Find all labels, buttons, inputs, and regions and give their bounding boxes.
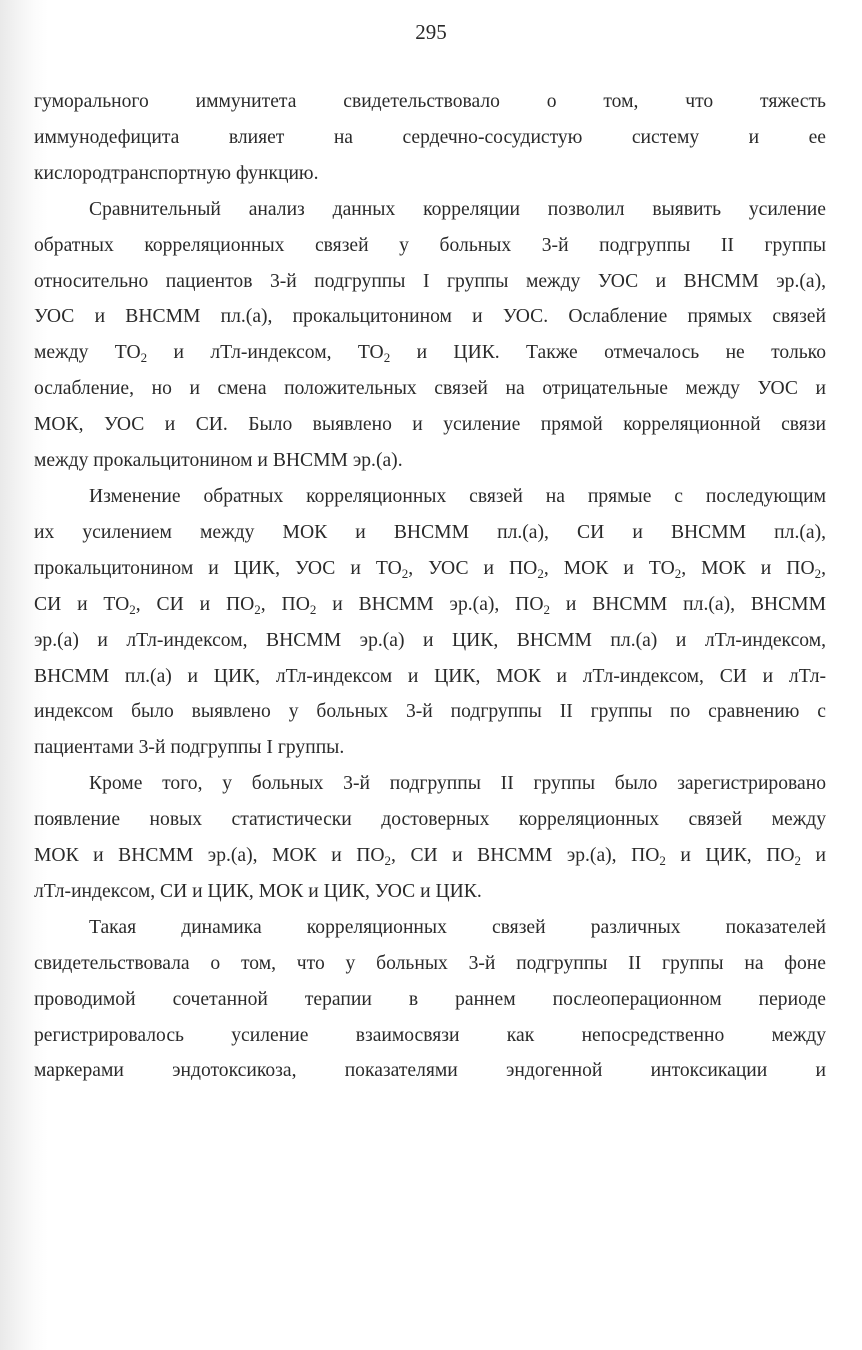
text-line: проводимой сочетанной терапии в раннем послеоперационном периоде xyxy=(34,988,826,1010)
page-body xyxy=(34,84,826,1089)
text-line: кислородтранспортную функцию. xyxy=(34,162,319,184)
text-line: МОК и ВНСММ эр.(а), МОК и $ПО_2$, СИ и ВНСММ эр.(а), $ПО_2$ и ЦИК, $ПО_2$ и xyxy=(34,845,827,869)
text-line: СИ и $ТО_2$, СИ и $ПО_2$, $ПО_2$ и ВНСММ эр.(а), $ПО_2$ и ВНСММ пл.(а), ВНСММ xyxy=(34,593,826,617)
text-line: маркерами эндотоксикоза, показателями эндогенной интоксикации и xyxy=(34,1060,826,1082)
text-line: иммунодефицита влияет на сердечно-сосудистую систему и ее xyxy=(34,126,826,148)
page-number: 295 xyxy=(415,20,447,44)
text-line: УОС и ВНСММ пл.(а), прокальцитонином и УОС. Ослабление прямых связей xyxy=(34,306,826,328)
paragraph xyxy=(34,766,826,910)
text-line: между прокальцитонином и ВНСММ эр.(а). xyxy=(34,450,403,472)
text-line: лТл-индексом, СИ и ЦИК, МОК и ЦИК, УОС и ЦИК. xyxy=(34,880,482,902)
text-line: индексом было выявлено у больных 3-й подгруппы II группы по сравнению с xyxy=(34,701,826,723)
text-line: Сравнительный анализ данных корреляции позволил выявить усиление xyxy=(89,198,826,220)
paragraph xyxy=(34,84,826,192)
text-line: свидетельствовала о том, что у больных 3-й подгруппы II группы на фоне xyxy=(34,952,826,974)
text-line: появление новых статистически достоверных корреляционных связей между xyxy=(34,809,826,831)
text-line: ВНСММ пл.(а) и ЦИК, лТл-индексом и ЦИК, МОК и лТл-индексом, СИ и лТл- xyxy=(34,665,826,687)
text-line: эр.(а) и лТл-индексом, ВНСММ эр.(а) и ЦИК, ВНСММ пл.(а) и лТл-индексом, xyxy=(34,629,826,651)
text-line: их усилением между МОК и ВНСММ пл.(а), СИ и ВНСММ пл.(а), xyxy=(34,521,826,543)
text-line: МОК, УОС и СИ. Было выявлено и усиление прямой корреляционной связи xyxy=(34,414,826,436)
text-line: Изменение обратных корреляционных связей на прямые с последующим xyxy=(89,485,826,507)
paragraph xyxy=(34,479,826,766)
paragraph xyxy=(34,910,826,1090)
paragraph xyxy=(34,192,826,479)
text-line: Такая динамика корреляционных связей различных показателей xyxy=(89,916,826,938)
text-line: регистрировалось усиление взаимосвязи как непосредственно между xyxy=(34,1024,826,1046)
text-line: между $ТО_2$ и лТл-индексом, $ТО_2$ и ЦИК. Также отмечалось не только xyxy=(34,342,826,366)
text-line: обратных корреляционных связей у больных 3-й подгруппы II группы xyxy=(34,234,826,256)
text-line: гуморального иммунитета свидетельствовало о том, что тяжесть xyxy=(34,91,826,112)
text-line: ослабление, но и смена положительных связей на отрицательные между УОС и xyxy=(34,378,826,400)
text-line: пациентами 3-й подгруппы I группы. xyxy=(34,737,345,759)
text-line: прокальцитонином и ЦИК, УОС и $ТО_2$, УОС и $ПО_2$, МОК и $ТО_2$, МОК и $ПО_2$, xyxy=(34,557,827,581)
text-line: относительно пациентов 3-й подгруппы I группы между УОС и ВНСММ эр.(а), xyxy=(34,270,826,292)
text-line: Кроме того, у больных 3-й подгруппы II группы было зарегистрировано xyxy=(89,773,826,795)
